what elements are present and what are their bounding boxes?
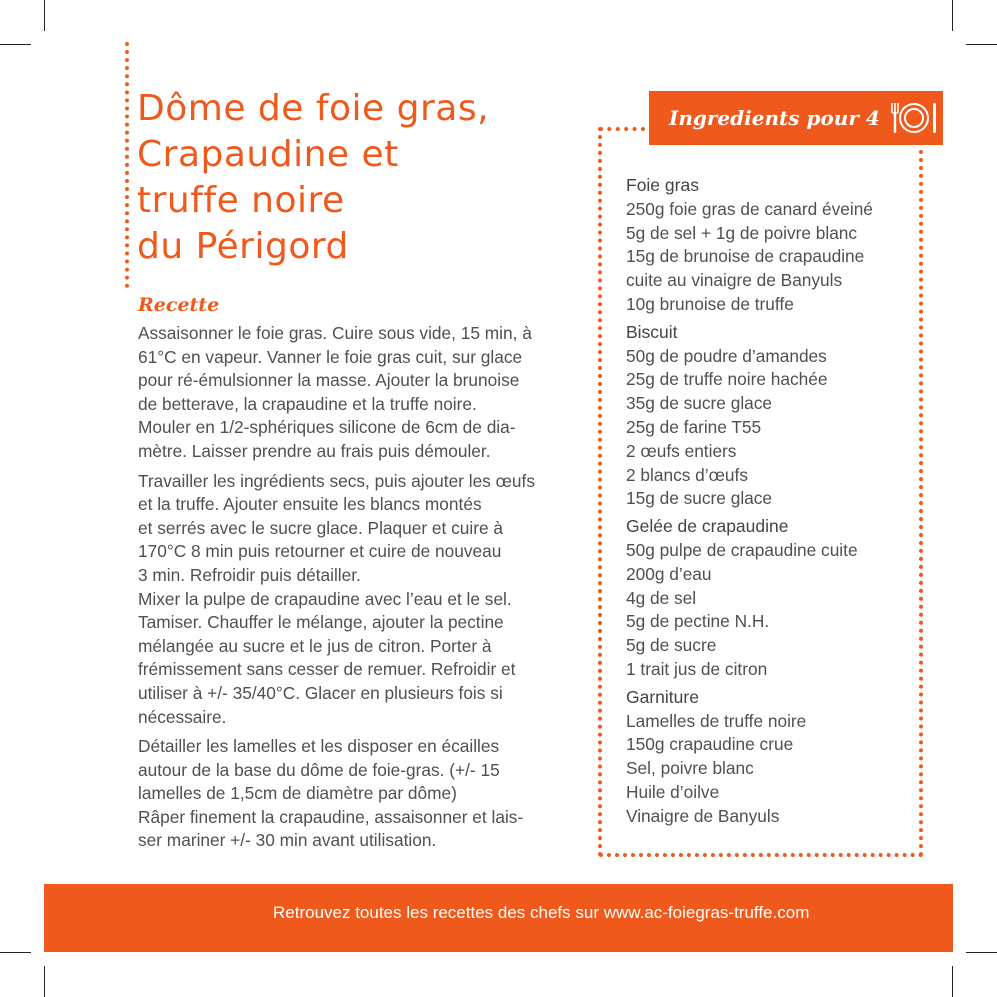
recipe-paragraph: Assaisonner le foie gras. Cuire sous vide, 15 min, à 61°C en vapeur. Vanner le foie gras cuit, sur glace pour ré-émulsionner la masse. Ajouter la brunoise de betterave, la crapaudine et la truffe noire. Mouler en 1/2-sphériques silicone de 6cm de dia- mètre. Laisser prendre au frais puis démouler.: [138, 323, 532, 461]
ingredients-section-heading: Biscuit: [626, 321, 678, 342]
ingredient-item: 15g de brunoise de crapaudine: [626, 246, 865, 267]
ingredient-item: Huile d’oilve: [626, 781, 720, 802]
plate-cutlery-icon: [890, 100, 938, 136]
ingredient-item: 200g d’eau: [626, 563, 712, 584]
ingredients-bottom-dotted-border: [599, 853, 923, 861]
ingredients-section-heading: Foie gras: [626, 175, 699, 195]
crop-mark: [952, 966, 953, 997]
page-title: [137, 86, 557, 270]
ingredients-section-heading: Garniture: [626, 686, 699, 707]
ingredients-right-dotted-border: [919, 150, 927, 857]
ingredients-section-heading: Gelée de crapaudine: [626, 516, 789, 537]
crop-mark: [44, 966, 45, 997]
ingredients-section: [626, 174, 916, 317]
crop-mark: [0, 44, 31, 45]
ingredient-item: Sel, poivre blanc: [626, 758, 754, 779]
ingredients-section: [626, 515, 916, 682]
ingredient-item: 250g foie gras de canard éveiné: [626, 198, 873, 219]
crop-mark: [0, 952, 31, 953]
ingredient-item: 2 œufs entiers: [626, 440, 737, 461]
ingredient-item: 50g de poudre d’amandes: [626, 345, 827, 366]
ingredient-item: 2 blancs d’œufs: [626, 464, 748, 485]
left-dotted-border: [125, 42, 133, 288]
recette-heading: Recette: [138, 294, 220, 316]
ingredient-item: 5g de sucre: [626, 635, 717, 656]
ingredient-item: 15g de sucre glace: [626, 488, 773, 509]
footer-website-link[interactable]: Retrouvez toutes les recettes des chefs sur www.ac-foiegras-truffe.com: [273, 903, 810, 922]
footer-band: [44, 884, 953, 952]
recipe-text: [138, 322, 570, 859]
ingredients-banner-label: Ingredients pour 4: [669, 106, 880, 130]
ingredient-item: 4g de sel: [626, 587, 697, 608]
ingredient-item: 1 trait jus de citron: [626, 658, 768, 679]
recipe-paragraph: Travailler les ingrédients secs, puis ajouter les œufs et la truffe. Ajouter ensuite les blancs montés et serrés avec le sucre glace. Plaquer et cuire à 170°C 8 min puis retourner et cuire de nouveau 3 min. Refroidir puis détailler. Mixer la pulpe de crapaudine avec l’eau et le sel. Tamiser. Chauffer le mélange, ajouter la pectine mélangée au sucre et le jus de citron. Porter à frémissement sans cesser de remuer. Refroidir et utiliser à +/- 35/40°C. Glacer en plusieurs fois si nécessaire.: [138, 470, 535, 727]
ingredient-item: 5g de pectine N.H.: [626, 611, 770, 632]
ingredient-item: 25g de farine T55: [626, 416, 762, 437]
crop-mark: [952, 0, 953, 31]
ingredient-item: Vinaigre de Banyuls: [626, 805, 780, 826]
ingredient-item: cuite au vinaigre de Banyuls: [626, 270, 843, 291]
ingredient-item: 10g brunoise de truffe: [626, 293, 794, 314]
ingredients-left-dotted-border: [598, 127, 606, 857]
ingredients-banner: [649, 91, 943, 145]
title-line: Crapaudine et: [137, 134, 399, 175]
ingredient-item: 25g de truffe noire hachée: [626, 369, 828, 390]
ingredients-section: [626, 321, 916, 511]
ingredient-item: 5g de sel + 1g de poivre blanc: [626, 222, 858, 243]
ingredients-list: [626, 174, 916, 833]
recipe-paragraph: Détailler les lamelles et les disposer en écailles autour de la base du dôme de foie-gras. (+/- 15 lamelles de 1,5cm de diamètre par dôme) Râper finement la crapaudine, assaisonner et lais- ser mariner +/- 30 min avant utilisation.: [138, 736, 524, 851]
title-line: du Périgord: [137, 226, 349, 267]
ingredients-section: [626, 686, 916, 829]
crop-mark: [966, 952, 997, 953]
crop-mark: [44, 0, 45, 31]
ingredient-item: 150g crapaudine crue: [626, 734, 794, 755]
crop-mark: [966, 44, 997, 45]
ingredient-item: 35g de sucre glace: [626, 393, 773, 414]
title-line: truffe noire: [137, 180, 345, 221]
title-line: Dôme de foie gras,: [137, 88, 490, 129]
ingredient-item: Lamelles de truffe noire: [626, 710, 807, 731]
ingredient-item: 50g pulpe de crapaudine cuite: [626, 539, 858, 560]
